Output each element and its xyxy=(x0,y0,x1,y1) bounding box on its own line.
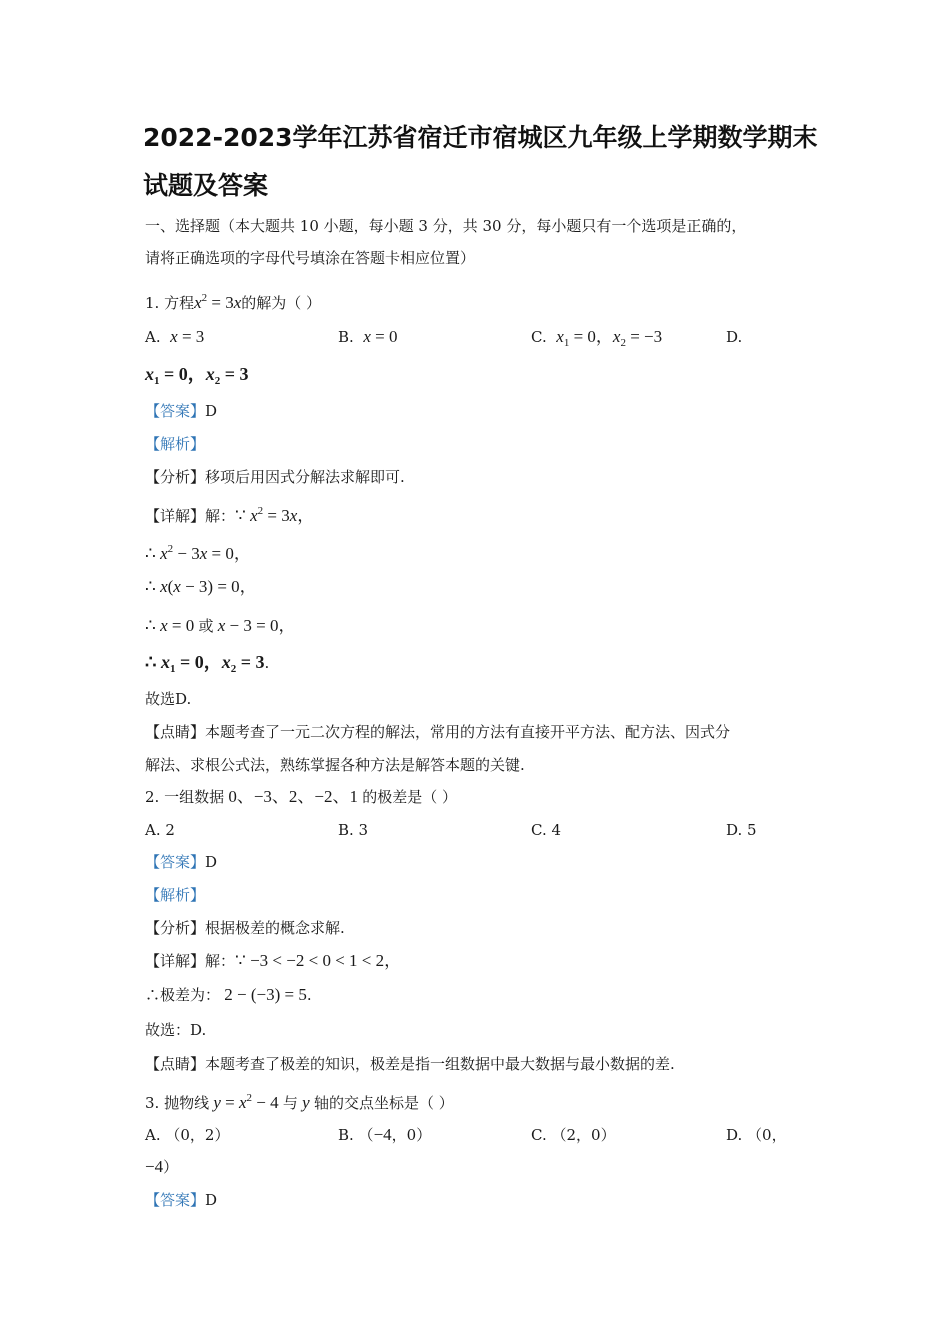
q1-step-2: ∴ x(x − 3) = 0， xyxy=(145,577,257,596)
q1-fenxi: 【分析】移项后用因式分解法求解即可. xyxy=(145,468,405,486)
q1-answer: 【答案】D xyxy=(145,402,218,420)
q3-option-d-continued: −4） xyxy=(145,1157,179,1176)
document-title-line-1: 2022-2023学年江苏省宿迁市宿城区九年级上学期数学期末 xyxy=(143,123,818,152)
q2-option-b: B. 3 xyxy=(338,821,369,839)
q1-step-4: ∴ $x_1 = 0$，$x_2 = 3$. xyxy=(145,652,270,675)
q3-option-a: A. （0，2） xyxy=(145,1126,230,1144)
q3-option-d: D. （0， xyxy=(726,1126,787,1144)
q1-analysis-heading: 【解析】 xyxy=(145,435,206,453)
q2-fenxi: 【分析】根据极差的概念求解. xyxy=(145,919,345,937)
q3-stem: 3. 抛物线 $y = x^2 - 4$ 与 y 轴的交点坐标是（ ） xyxy=(145,1092,454,1112)
q2-analysis-heading: 【解析】 xyxy=(145,886,206,904)
section-instruction-line-2: 请将正确选项的字母代号填涂在答题卡相应位置） xyxy=(145,249,476,267)
q2-option-c: C. 4 xyxy=(531,821,562,839)
q2-xiangjie: 【详解】解：∵ −3 < −2 < 0 < 1 < 2， xyxy=(145,951,402,970)
q2-option-a: A. 2 xyxy=(145,821,175,839)
q1-dianjing-line-2: 解法、求根公式法，熟练掌握各种方法是解答本题的关键. xyxy=(145,756,525,774)
q2-option-d: D. 5 xyxy=(726,821,757,839)
q1-step-1: ∴ $x^2 - 3x = 0$， xyxy=(145,543,251,563)
document-title-line-2: 试题及答案 xyxy=(143,171,269,200)
q2-dianjing: 【点睛】本题考查了极差的知识，极差是指一组数据中最大数据与最小数据的差. xyxy=(145,1055,675,1073)
q2-answer: 【答案】D xyxy=(145,853,218,871)
q3-answer: 【答案】D xyxy=(145,1191,218,1209)
q1-step-3: ∴ x = 0 或 x − 3 = 0， xyxy=(145,616,296,635)
q1-option-d-content: $x_1 = 0$，$x_2 = 3$ xyxy=(145,364,249,387)
q2-stem: 2. 一组数据 0、−3、2、−2、1 的极差是（ ） xyxy=(145,787,458,806)
q3-option-c: C. （2，0） xyxy=(531,1126,616,1144)
q1-option-d: D. xyxy=(726,328,743,346)
q1-equation: $x^2 = 3x$ xyxy=(194,292,242,312)
q1-option-b: B. x = 0 xyxy=(338,327,398,346)
section-instruction-line-1: 一、选择题（本大题共 10 小题，每小题 3 分，共 30 分，每小题只有一个选项是正确的， xyxy=(145,217,747,235)
q2-conclusion: 故选：D. xyxy=(145,1021,207,1039)
q1-option-a: A. x = 3 xyxy=(145,327,205,346)
q3-option-b: B. （−4，0） xyxy=(338,1125,432,1144)
q1-dianjing-line-1: 【点睛】本题考查了一元二次方程的解法，常用的方法有直接开平方法、配方法、因式分 xyxy=(145,723,731,741)
q1-option-c: C. $x_1 = 0$，$x_2 = -3$ xyxy=(531,327,663,349)
q1-stem: 1. 方程$x^2 = 3x$的解为（ ） xyxy=(145,292,322,312)
q1-xiangjie: 【详解】解：∵ $x^2 = 3x$， xyxy=(145,505,315,525)
q1-conclusion: 故选D. xyxy=(145,690,192,708)
q2-range-result: ∴极差为： 2 − (−3) = 5. xyxy=(145,985,312,1004)
